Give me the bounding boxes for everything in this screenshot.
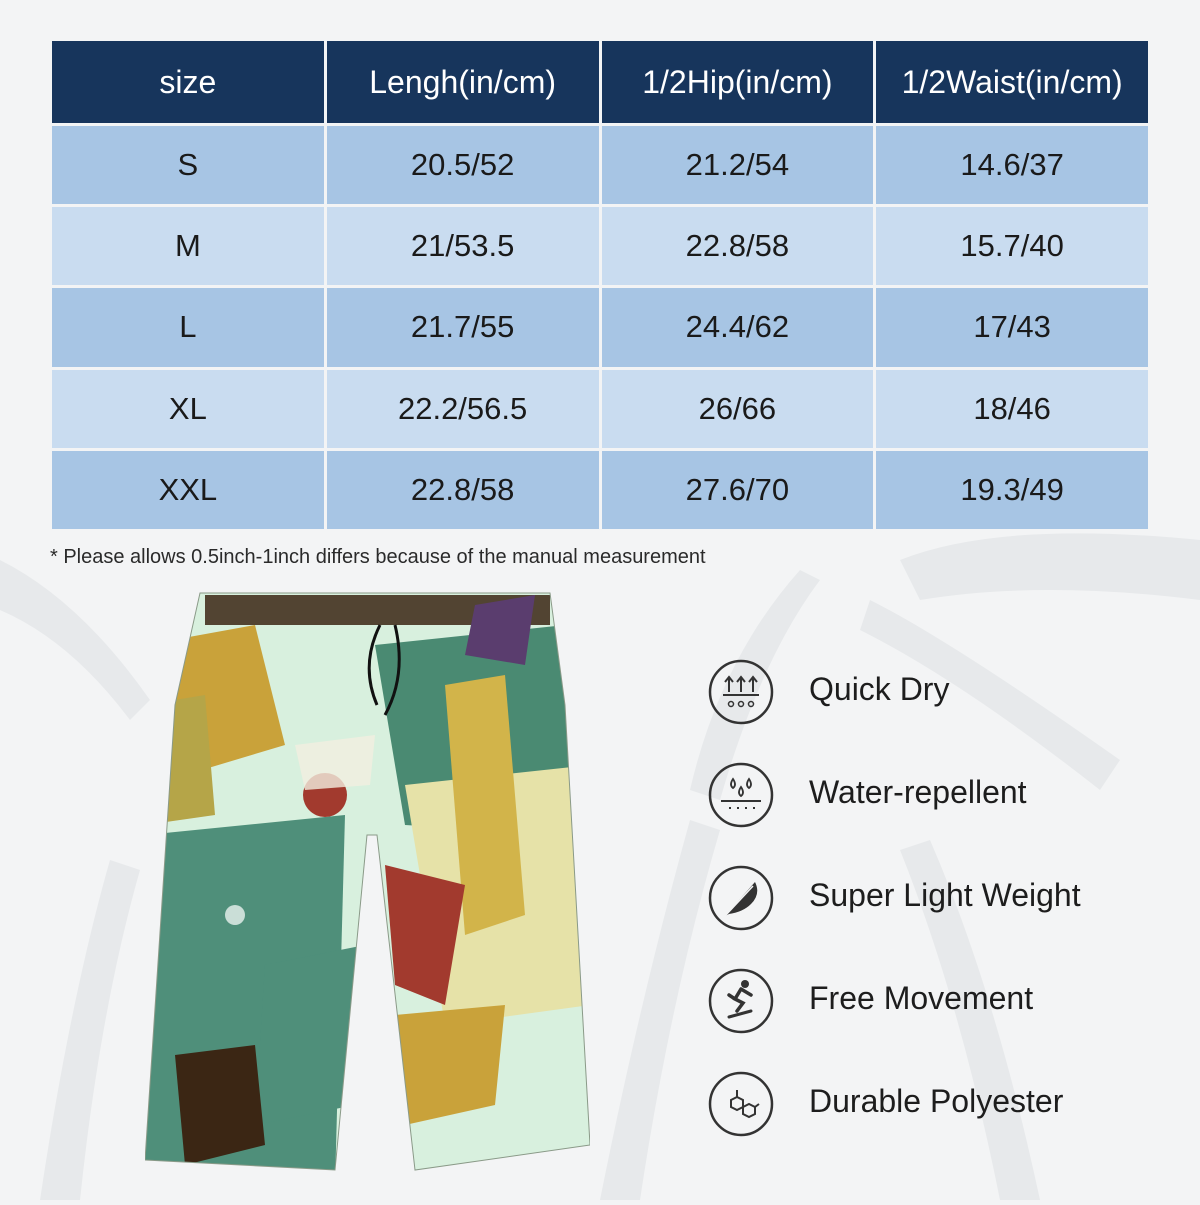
cell-waist: 18/46 bbox=[876, 370, 1148, 448]
feature-water-repellent bbox=[707, 758, 1167, 861]
feature-list bbox=[707, 655, 1167, 1170]
cell-size: XL bbox=[52, 370, 324, 448]
water-drops-icon bbox=[707, 761, 775, 829]
molecule-icon bbox=[707, 1070, 775, 1138]
cell-hip: 24.4/62 bbox=[602, 288, 874, 366]
cell-length: 22.2/56.5 bbox=[327, 370, 599, 448]
feature-label: Water-repellent bbox=[809, 774, 1027, 810]
feature-label: Durable Polyester bbox=[809, 1083, 1064, 1119]
cell-size: S bbox=[52, 126, 324, 204]
cell-size: L bbox=[52, 288, 324, 366]
cell-length: 21/53.5 bbox=[327, 207, 599, 285]
feature-label: Free Movement bbox=[809, 980, 1034, 1016]
table-row bbox=[52, 370, 1148, 448]
size-chart-table bbox=[49, 38, 1151, 532]
cell-waist: 19.3/49 bbox=[876, 451, 1148, 529]
cell-hip: 21.2/54 bbox=[602, 126, 874, 204]
measurement-note: * Please allows 0.5inch-1inch differs because of the manual measurement bbox=[50, 546, 706, 568]
cell-waist: 17/43 bbox=[876, 288, 1148, 366]
cell-hip: 26/66 bbox=[602, 370, 874, 448]
feather-icon bbox=[707, 864, 775, 932]
feature-quick-dry bbox=[707, 655, 1167, 758]
feature-light-weight bbox=[707, 861, 1167, 964]
table-row bbox=[52, 288, 1148, 366]
cell-hip: 27.6/70 bbox=[602, 451, 874, 529]
header-half-hip: 1/2Hip(in/cm) bbox=[602, 41, 874, 123]
cell-length: 20.5/52 bbox=[327, 126, 599, 204]
table-row bbox=[52, 126, 1148, 204]
table-header-row bbox=[52, 41, 1148, 123]
cell-length: 22.8/58 bbox=[327, 451, 599, 529]
cell-hip: 22.8/58 bbox=[602, 207, 874, 285]
cell-length: 21.7/55 bbox=[327, 288, 599, 366]
header-size: size bbox=[52, 41, 324, 123]
skateboarder-icon bbox=[707, 967, 775, 1035]
cell-size: XXL bbox=[52, 451, 324, 529]
feature-label: Super Light Weight bbox=[809, 877, 1081, 913]
cell-waist: 15.7/40 bbox=[876, 207, 1148, 285]
table-row bbox=[52, 207, 1148, 285]
feature-label: Quick Dry bbox=[809, 671, 950, 707]
cell-waist: 14.6/37 bbox=[876, 126, 1148, 204]
table-row bbox=[52, 451, 1148, 529]
quick-dry-icon bbox=[707, 658, 775, 726]
feature-free-movement bbox=[707, 964, 1167, 1067]
header-half-waist: 1/2Waist(in/cm) bbox=[876, 41, 1148, 123]
board-shorts-image bbox=[145, 585, 590, 1185]
cell-size: M bbox=[52, 207, 324, 285]
header-length: Lengh(in/cm) bbox=[327, 41, 599, 123]
feature-durable-polyester bbox=[707, 1067, 1167, 1170]
